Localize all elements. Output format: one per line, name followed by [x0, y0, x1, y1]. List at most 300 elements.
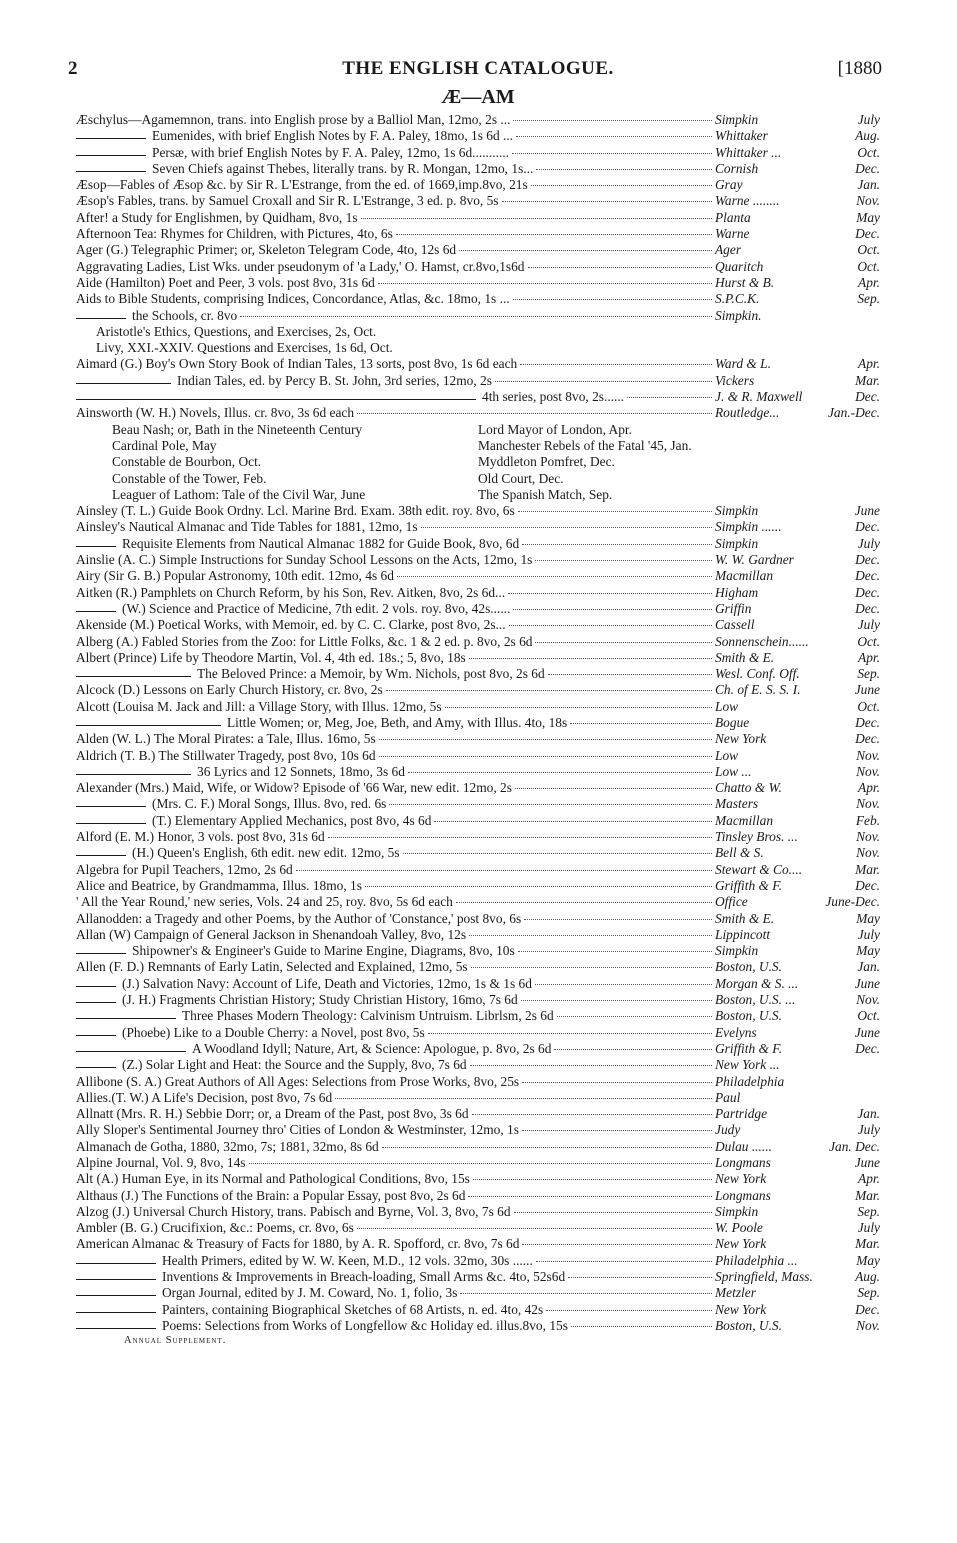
entry-text: Akenside (M.) Poetical Works, with Memoir, ed. by C. C. Clarke, post 8vo, 2s...: [76, 617, 506, 633]
month: July: [857, 535, 880, 551]
title-pair: [76, 454, 880, 470]
catalogue-entry: [76, 959, 880, 975]
footer-note: Annual Supplement.: [124, 1335, 227, 1347]
month: Apr.: [858, 780, 880, 796]
publisher-date: [715, 161, 880, 177]
month: Sep.: [857, 666, 880, 682]
dot-leader: [518, 511, 712, 512]
entry-text: Ainsley's Nautical Almanac and Tide Tables for 1881, 12mo, 1s: [76, 519, 418, 535]
dot-leader: [473, 1179, 712, 1180]
page-year: [1880: [837, 58, 882, 79]
publisher-date: [715, 780, 880, 796]
catalogue-entry: [76, 552, 880, 568]
publisher: Philadelphia: [715, 1073, 785, 1089]
title-left: Beau Nash; or, Bath in the Nineteenth Century: [112, 421, 363, 437]
month: Nov.: [856, 763, 880, 779]
publisher: Hurst & B.: [715, 274, 775, 290]
catalogue-entry: [76, 682, 880, 698]
catalogue-entry: [76, 291, 880, 307]
publisher: Judy: [715, 1122, 741, 1138]
catalogue-entry: [76, 242, 880, 258]
dot-leader: [568, 1277, 712, 1278]
catalogue-entry: [76, 308, 880, 324]
catalogue-entry: [76, 1188, 880, 1204]
catalogue-entry: [76, 161, 880, 177]
dot-leader: [535, 560, 712, 561]
publisher-date: [715, 1090, 880, 1106]
publisher-date: [715, 193, 880, 209]
publisher: Longmans: [715, 1155, 771, 1170]
publisher-date: [715, 1074, 880, 1090]
ditto-dash: [76, 806, 146, 807]
dot-leader: [531, 185, 712, 186]
publisher-date: [715, 1204, 880, 1220]
publisher-date: [715, 259, 880, 275]
dot-leader: [445, 707, 712, 708]
entry-text: Aitken (R.) Pamphlets on Church Reform, by his Son, Rev. Aitken, 8vo, 2s 6d...: [76, 584, 506, 600]
entry-text: Allanodden: a Tragedy and other Poems, by the Author of 'Constance,' post 8vo, 6s: [76, 910, 522, 926]
catalogue-entry: [76, 585, 880, 601]
entry-text: Alt (A.) Human Eye, in its Normal and Pathological Conditions, 8vo, 15s: [76, 1171, 470, 1187]
entry-text: Shipowner's & Engineer's Guide to Marine Engine, Diagrams, 8vo, 10s: [132, 943, 515, 959]
entry-text: Allan (W) Campaign of General Jackson in Shenandoah Valley, 8vo, 12s: [76, 926, 467, 942]
publisher: Ch. of E. S. S. I.: [715, 682, 801, 698]
dot-leader: [434, 821, 712, 822]
month: Sep.: [857, 1285, 880, 1301]
dot-leader: [389, 804, 712, 805]
month: June: [854, 975, 880, 991]
month: Mar.: [855, 861, 880, 877]
publisher-date: [715, 911, 880, 927]
catalogue-entry: [76, 927, 880, 943]
entry-text: Aldrich (T. B.) The Stillwater Tragedy, post 8vo, 10s 6d: [76, 747, 376, 763]
dot-leader: [627, 397, 712, 398]
catalogue-entry: [76, 1090, 880, 1106]
catalogue-entry: [76, 1285, 880, 1301]
catalogue-entry: [76, 373, 880, 389]
publisher: Warne ........: [715, 193, 780, 209]
publisher: Smith & E.: [715, 649, 775, 665]
catalogue-page: [68, 58, 882, 1347]
month: Dec.: [855, 877, 880, 893]
publisher: Masters: [715, 796, 759, 812]
publisher-date: [715, 503, 880, 519]
catalogue-entry: [76, 862, 880, 878]
title-pair: [76, 438, 880, 454]
month: Dec.: [855, 714, 880, 730]
publisher-date: [715, 943, 880, 959]
dot-leader: [513, 120, 712, 121]
entry-text: Albert (Prince) Life by Theodore Martin, Vol. 4, 4th ed. 18s.; 5, 8vo, 18s: [76, 649, 466, 665]
month: Oct.: [857, 258, 880, 274]
publisher: Tinsley Bros. ...: [715, 829, 798, 845]
entry-text: (Phoebe) Like to a Double Cherry: a Novel, post 8vo, 5s: [122, 1024, 425, 1040]
entry-text: Algebra for Pupil Teachers, 12mo, 2s 6d: [76, 861, 293, 877]
publisher-date: [715, 1188, 880, 1204]
catalogue-entry: [76, 699, 880, 715]
dot-leader: [397, 576, 712, 577]
entry-text: Airy (Sir G. B.) Popular Astronomy, 10th edit. 12mo, 4s 6d: [76, 568, 394, 584]
month: Mar.: [855, 1236, 880, 1252]
catalogue-entry: [76, 536, 880, 552]
dot-leader: [469, 658, 712, 659]
catalogue-entry: [76, 634, 880, 650]
catalogue-entry: [76, 1008, 880, 1024]
sub-entry: Livy, XXI.-XXIV. Questions and Exercises, 1s 6d, Oct.: [96, 340, 393, 356]
ditto-dash: [76, 1328, 156, 1329]
publisher: Boston, U.S.: [715, 1008, 782, 1024]
publisher-date: [715, 715, 880, 731]
dot-leader: [554, 1049, 712, 1050]
month: Oct.: [857, 144, 880, 160]
entry-text: A Woodland Idyll; Nature, Art, & Science: Apologue, p. 8vo, 2s 6d: [192, 1040, 552, 1056]
publisher: Low ...: [715, 763, 752, 779]
publisher: W. W. Gardner: [715, 552, 794, 568]
publisher: Simpkin: [715, 943, 759, 959]
dot-leader: [240, 316, 712, 317]
catalogue-entry: [76, 1122, 880, 1138]
dot-leader: [512, 153, 712, 154]
catalogue-entry: [76, 748, 880, 764]
publisher: Vickers: [715, 372, 755, 388]
publisher-date: [715, 764, 880, 780]
publisher-date: [715, 813, 880, 829]
publisher-date: [715, 1171, 880, 1187]
catalogue-entry: [76, 259, 880, 275]
dot-leader: [521, 1000, 712, 1001]
ditto-dash: [76, 611, 116, 612]
month: Nov.: [856, 845, 880, 861]
month: Oct.: [857, 633, 880, 649]
catalogue-entry: [76, 405, 880, 421]
entry-text: Ambler (B. G.) Crucifixion, &c.: Poems, cr. 8vo, 6s: [76, 1220, 354, 1236]
publisher: Dulau ......: [715, 1138, 772, 1154]
entry-text: Health Primers, edited by W. W. Keen, M.D., 12 vols. 32mo, 30s ......: [162, 1252, 533, 1268]
publisher: Whittaker: [715, 128, 768, 144]
sub-entry: Aristotle's Ethics, Questions, and Exercises, 2s, Oct.: [96, 323, 377, 339]
publisher-date: [715, 1008, 880, 1024]
publisher: Boston, U.S.: [715, 959, 782, 975]
dot-leader: [535, 984, 712, 985]
publisher: Boston, U.S. ...: [715, 992, 796, 1008]
entry-text: Alpine Journal, Vol. 9, 8vo, 14s: [76, 1155, 246, 1170]
month: Dec.: [855, 568, 880, 584]
month: Sep.: [857, 1203, 880, 1219]
publisher: Simpkin: [715, 503, 759, 519]
dot-leader: [522, 1082, 712, 1083]
publisher-date: [715, 666, 880, 682]
ditto-dash: [76, 774, 191, 775]
section-heading: Æ—AM: [441, 86, 515, 108]
catalogue-entry: [76, 1106, 880, 1122]
month: Nov.: [856, 1317, 880, 1333]
catalogue-entry: [76, 796, 880, 812]
month: Mar.: [855, 1187, 880, 1203]
title-right: Myddleton Pomfret, Dec.: [478, 454, 615, 470]
dot-leader: [396, 234, 712, 235]
ditto-dash: [76, 1295, 156, 1296]
month: June: [854, 503, 880, 519]
publisher-date: [715, 1122, 880, 1138]
publisher-date: [715, 389, 880, 405]
entry-text: the Schools, cr. 8vo: [132, 307, 238, 323]
entry-text: Aimard (G.) Boy's Own Story Book of Indian Tales, 13 sorts, post 8vo, 1s 6d each: [76, 356, 518, 372]
catalogue-entry: [76, 666, 880, 682]
month: Dec.: [855, 600, 880, 616]
dot-leader: [378, 283, 712, 284]
dot-leader: [296, 870, 712, 871]
dot-leader: [361, 218, 712, 219]
entry-text: Poems: Selections from Works of Longfellow &c Holiday ed. illus.8vo, 15s: [162, 1317, 568, 1333]
entry-text: Alford (E. M.) Honor, 3 vols. post 8vo, 31s 6d: [76, 829, 325, 845]
month: Dec.: [855, 389, 880, 405]
title-right: Old Court, Dec.: [478, 470, 564, 486]
catalogue-entry: [76, 128, 880, 144]
dot-leader: [328, 837, 712, 838]
publisher: Macmillan: [715, 568, 774, 584]
publisher: W. Poole: [715, 1220, 763, 1236]
dot-leader: [571, 1326, 712, 1327]
title-pair: [76, 422, 880, 438]
publisher-date: [715, 536, 880, 552]
publisher: Paul: [715, 1089, 741, 1105]
publisher: Cornish: [715, 160, 759, 176]
catalogue-entry: [76, 894, 880, 910]
catalogue-entry: [76, 1253, 880, 1269]
catalogue-entry: [76, 1057, 880, 1073]
page-header: [68, 58, 882, 84]
catalogue-entry: [76, 503, 880, 519]
publisher: Warne: [715, 226, 750, 242]
dot-leader: [379, 739, 712, 740]
ditto-dash: [76, 1051, 186, 1052]
ditto-dash: [76, 1002, 116, 1003]
publisher-date: [715, 275, 880, 291]
catalogue-entry: [76, 1204, 880, 1220]
ditto-dash: [76, 725, 221, 726]
ditto-dash: [76, 855, 126, 856]
dot-leader: [469, 935, 712, 936]
dot-leader: [522, 1244, 712, 1245]
catalogue-entry: [76, 1220, 880, 1236]
publisher: Whittaker ...: [715, 144, 782, 160]
entry-text: (J.) Salvation Navy: Account of Life, Death and Victories, 12mo, 1s & 1s 6d: [122, 975, 532, 991]
dot-leader: [570, 723, 712, 724]
month: Nov.: [856, 796, 880, 812]
entry-text: Æsop—Fables of Æsop &c. by Sir R. L'Estrange, from the ed. of 1669,imp.8vo, 21s: [76, 177, 528, 193]
ditto-dash: [76, 676, 191, 677]
publisher: Simpkin: [715, 112, 759, 127]
month: Dec.: [855, 552, 880, 568]
publisher-date: [715, 992, 880, 1008]
publisher-date: [715, 1106, 880, 1122]
publisher-date: [715, 862, 880, 878]
publisher-date: [715, 1155, 880, 1171]
entry-text: Alden (W. L.) The Moral Pirates: a Tale, Illus. 16mo, 5s: [76, 731, 376, 747]
publisher: Quaritch: [715, 258, 764, 274]
month: June: [854, 1024, 880, 1040]
entry-text: Allies.(T. W.) A Life's Decision, post 8vo, 7s 6d: [76, 1089, 333, 1105]
entry-text: (Mrs. C. F.) Moral Songs, Illus. 8vo, red. 6s: [152, 796, 387, 812]
entry-text: Alcott (Louisa M. Jack and Jill: a Village Story, with Illus. 12mo, 5s: [76, 698, 442, 714]
month: Jan.-Dec.: [827, 405, 880, 421]
entry-text: Alberg (A.) Fabled Stories from the Zoo: for Little Folks, &c. 1 & 2 ed. p. 8vo, 2s 6d: [76, 633, 533, 649]
publisher-date: [715, 519, 880, 535]
publisher: Stewart & Co....: [715, 861, 803, 877]
entry-text: (Z.) Solar Light and Heat: the Source and the Supply, 8vo, 7s 6d: [122, 1057, 467, 1073]
dot-leader: [509, 625, 712, 626]
publisher: Griffith & F.: [715, 1040, 783, 1056]
catalogue-entry: [76, 813, 880, 829]
dot-leader: [514, 1212, 712, 1213]
publisher-date: [715, 731, 880, 747]
month: July: [857, 112, 880, 127]
month: Dec.: [855, 519, 880, 535]
dot-leader: [522, 1130, 712, 1131]
catalogue-entry: [76, 1171, 880, 1187]
dot-leader: [535, 642, 712, 643]
publisher: Sonnenschein......: [715, 633, 809, 649]
month: May: [856, 943, 880, 959]
month: Dec.: [855, 1040, 880, 1056]
publisher: Macmillan: [715, 812, 774, 828]
month: Mar.: [855, 372, 880, 388]
ditto-dash: [76, 1018, 176, 1019]
publisher: Philadelphia ...: [715, 1252, 798, 1268]
catalogue-entry: [76, 389, 880, 405]
publisher: Wesl. Conf. Off.: [715, 666, 800, 682]
entry-text: Little Women; or, Meg, Joe, Beth, and Amy, with Illus. 4to, 18s: [227, 714, 568, 730]
month: Jan.: [857, 177, 880, 193]
entry-text: Alice and Beatrice, by Grandmamma, Illus. 18mo, 1s: [76, 877, 362, 893]
catalogue-entry: [76, 1155, 880, 1171]
catalogue-entry: [76, 878, 880, 894]
entry-text: Alzog (J.) Universal Church History, trans. Pabisch and Byrne, Vol. 3, 8vo, 7s 6d: [76, 1203, 511, 1219]
publisher: Gray: [715, 177, 743, 193]
entry-text: Eumenides, with brief English Notes by F. A. Paley, 18mo, 1s 6d ...: [152, 128, 514, 144]
catalogue-entry: [76, 845, 880, 861]
entry-text: Allnatt (Mrs. R. H.) Sebbie Dorr; or, a Dream of the Past, post 8vo, 3s 6d: [76, 1106, 469, 1122]
publisher: Simpkin ......: [715, 519, 782, 535]
catalogue-entry: [76, 976, 880, 992]
entry-text: Aide (Hamilton) Poet and Peer, 3 vols. post 8vo, 31s 6d: [76, 274, 375, 290]
month: Jan.: [857, 959, 880, 975]
month: Sep.: [857, 291, 880, 307]
month: Nov.: [856, 747, 880, 763]
entry-text: (J. H.) Fragments Christian History; Study Christian History, 16mo, 7s 6d: [122, 992, 518, 1008]
entry-text: Alcock (D.) Lessons on Early Church History, cr. 8vo, 2s: [76, 682, 383, 698]
dot-leader: [522, 544, 712, 545]
catalogue-entry: [76, 829, 880, 845]
publisher-date: [715, 829, 880, 845]
month: Oct.: [857, 698, 880, 714]
ditto-dash: [76, 1312, 156, 1313]
catalogue-entry: [76, 617, 880, 633]
publisher-date: [715, 291, 880, 307]
entry-text: Inventions & Improvements in Breach-loading, Small Arms &c. 4to, 52s6d: [162, 1269, 566, 1285]
month: Dec.: [855, 160, 880, 176]
entry-text: Afternoon Tea: Rhymes for Children, with Pictures, 4to, 6s: [76, 226, 393, 242]
month: Dec.: [855, 226, 880, 242]
publisher: New York: [715, 1171, 767, 1187]
publisher-date: [715, 601, 880, 617]
publisher-date: [715, 845, 880, 861]
publisher-date: [715, 177, 880, 193]
month: Apr.: [858, 649, 880, 665]
publisher: Chatto & W.: [715, 780, 782, 796]
month: Apr.: [858, 356, 880, 372]
dot-leader: [513, 299, 712, 300]
month: July: [857, 617, 880, 633]
dot-leader: [456, 902, 712, 903]
entry-text: Alexander (Mrs.) Maid, Wife, or Widow? Episode of '66 War, new edit. 12mo, 2s: [76, 780, 512, 796]
month: Dec.: [855, 1301, 880, 1317]
catalogue-entry: [76, 177, 880, 193]
publisher: Springfield, Mass.: [715, 1269, 813, 1285]
month: May: [856, 910, 880, 926]
month: July: [857, 1122, 880, 1138]
page-title: THE ENGLISH CATALOGUE.: [342, 58, 614, 79]
publisher: New York: [715, 1236, 767, 1252]
month: Jan.: [857, 1106, 880, 1122]
catalogue-entry: [76, 715, 880, 731]
publisher-date: [715, 796, 880, 812]
month: Apr.: [858, 1171, 880, 1187]
publisher-date: [715, 1057, 880, 1073]
publisher: Morgan & S. ...: [715, 975, 799, 991]
dot-leader: [548, 674, 712, 675]
dot-leader: [249, 1163, 713, 1164]
title-right: Manchester Rebels of the Fatal '45, Jan.: [478, 437, 692, 453]
month: Dec.: [855, 584, 880, 600]
publisher-date: [715, 1025, 880, 1041]
ditto-dash: [76, 986, 116, 987]
publisher-date: [715, 568, 880, 584]
dot-leader: [335, 1098, 712, 1099]
catalogue-entry: [76, 1025, 880, 1041]
publisher-date: [715, 617, 880, 633]
dot-leader: [357, 1228, 712, 1229]
catalogue-entry: [76, 145, 880, 161]
publisher-date: [715, 145, 880, 161]
entry-text: Æsop's Fables, trans. by Samuel Croxall and Sir R. L'Estrange, 3 ed. p. 8vo, 5s: [76, 193, 499, 209]
dot-leader: [365, 886, 712, 887]
entry-text: 4th series, post 8vo, 2s......: [482, 389, 625, 405]
page-number: 2: [68, 58, 78, 79]
dot-leader: [502, 201, 713, 202]
publisher-date: [715, 1220, 880, 1236]
publisher: Simpkin.: [715, 307, 762, 323]
ditto-dash: [76, 1263, 156, 1264]
catalogue-entry: [76, 1269, 880, 1285]
publisher-date: [715, 894, 880, 910]
entry-text: American Almanac & Treasury of Facts for 1880, by A. R. Spofford, cr. 8vo, 7s 6d: [76, 1236, 520, 1252]
publisher: Griffith & F.: [715, 877, 783, 893]
month: Apr.: [858, 274, 880, 290]
publisher-date: [715, 552, 880, 568]
dot-leader: [470, 1065, 712, 1066]
title-left: Constable de Bourbon, Oct.: [112, 454, 262, 470]
ditto-dash: [76, 171, 146, 172]
month: May: [856, 1252, 880, 1268]
publisher-date: [715, 1139, 880, 1155]
publisher-date: [715, 682, 880, 698]
month: May: [856, 209, 880, 225]
publisher-date: [715, 959, 880, 975]
title-pair: [76, 487, 880, 503]
entry-text: The Beloved Prince: a Memoir, by Wm. Nichols, post 8vo, 2s 6d: [197, 666, 545, 682]
publisher: Simpkin: [715, 1203, 759, 1219]
